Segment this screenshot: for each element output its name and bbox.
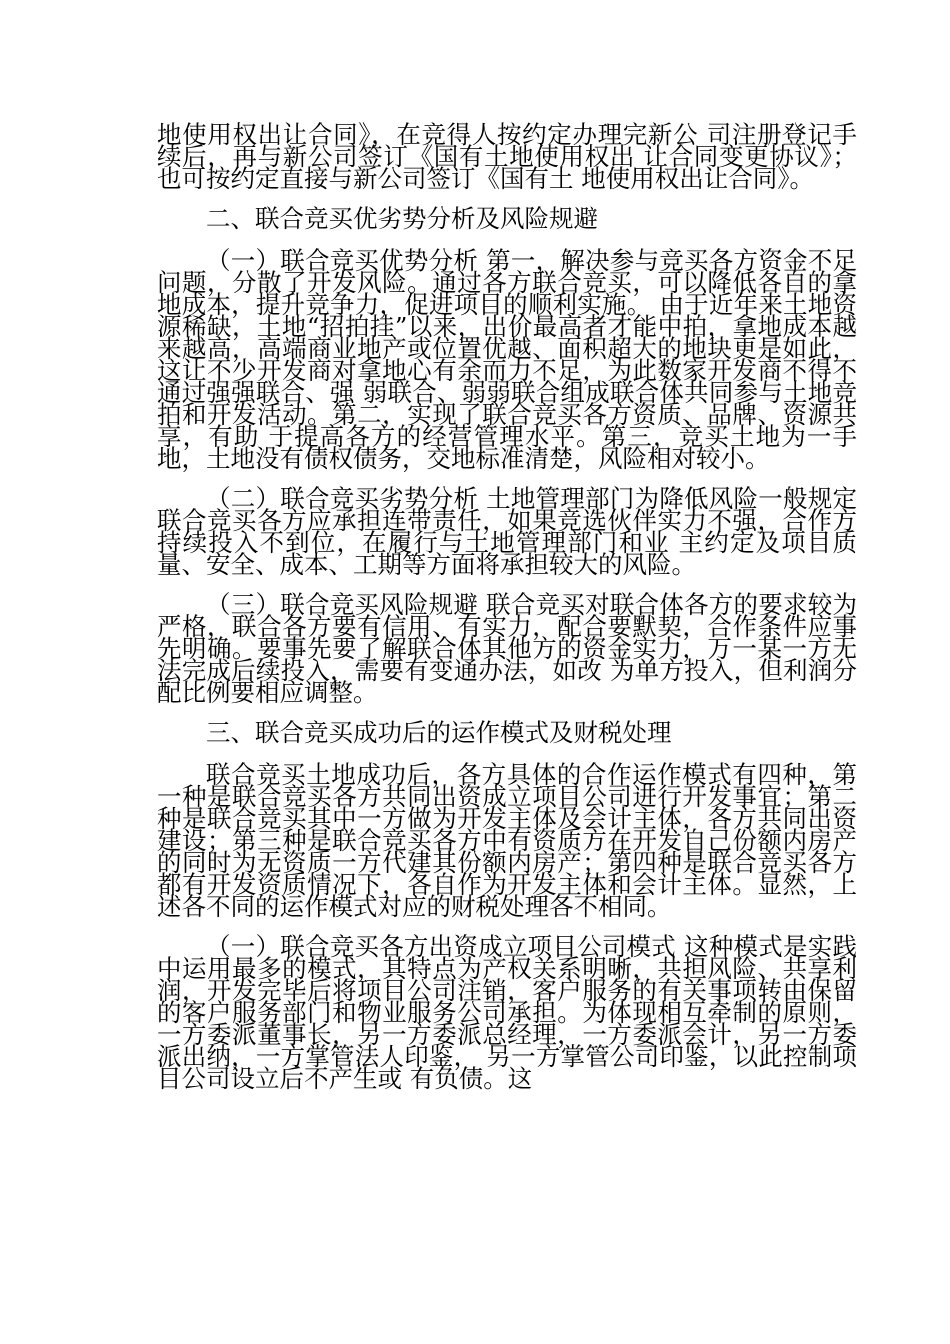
paragraph-disadvantage-analysis: （二）联合竞买劣势分析 土地管理部门为降低风险一般规定联合竞买各方应承担连带责任，如果竞选伙伴实力不强，合作方持续投入不到位，在履行与土地管理部门和业 主约定及项目质量、安全、成本、工期等方面将承担较大的风险。 [157,484,857,579]
section-heading-two: 二、联合竞买优劣势分析及风险规避 [206,204,598,233]
paragraph-operation-modes: 联合竞买土地成功后，各方具体的合作运作模式有四种，第一种是联合竞买各方共同出资成立项目公司进行开发事宜；第二种是联合竞买其中一方做为开发主体及会计主体，各方共同出资建设；第三种是联合竞买各方中有资质方在开发自己份额内房产的同时为无资质一方代建其份额内房产；第四种是联合竞买各方都有开发资质情况下，各自作为开发主体和会计主体。显然，上述各不同的运作模式对应的财税处理各不相同。 [157,760,857,921]
paragraph-advantage-analysis: （一）联合竞买优势分析 第一，解决参与竞买各方资金不足问题，分散了开发风险。通过各方联合竞买，可以降低各自的拿地成本，提升竞争力，促进项目的顺利实施。 由于近年来土地资源稀缺，土地“招拍挂”以来，出价最高者才能中拍，拿地成本越来越高，高端商业地产或位置优越、面积超大的地块更是如此，这让不少开发商对拿地心有余而力不足，为此数家开发商不得不通过强强联合、强 弱联合、弱弱联合组成联合体共同参与土地竞拍和开发活动。第二，实现了联合竞买各方资质、品牌、资源共享，有助 于提高各方的经营管理水平。第三，竞买土地为一手地，土地没有债权债务，交地标准清楚，风险相对较小。 [157,246,857,473]
paragraph-continuation: 地使用权出让合同》，在竞得人按约定办理完新公 司注册登记手续后，再与新公司签订《国有土地使用权出 让合同变更协议》；也可按约定直接与新公司签订《国有土 地使用权出让合同》。 [157,120,857,193]
paragraph-project-company-mode: （一）联合竞买各方出资成立项目公司模式 这种模式是实践中运用最多的模式，其特点为产权关系明晰，共担风险、共享利润，开发完毕后将项目公司注销，客户服务的有关事项转由保留的客户服务部门和物业服务公司承担。为体现相互牵制的原则，一方委派董事长，另一方委派总经理，一方委派会计，另一方委派出纳，一方掌管法人印鉴， 另一方掌管公司印鉴，以此控制项目公司设立后不产生或 有负债。这 [157,932,857,1093]
paragraph-risk-avoidance: （三）联合竞买风险规避 联合竞买对联合体各方的要求较为严格，联合各方要有信用、有实力，配合要默契，合作条件应事先明确。要事先要了解联合体其他方的资金实力，万一某一方无法完成后续投入，需要有变通办法，如改 为单方投入，但利润分配比例要相应调整。 [157,590,857,707]
section-heading-three: 三、联合竞买成功后的运作模式及财税处理 [206,718,672,747]
document-page [157,120,857,1093]
